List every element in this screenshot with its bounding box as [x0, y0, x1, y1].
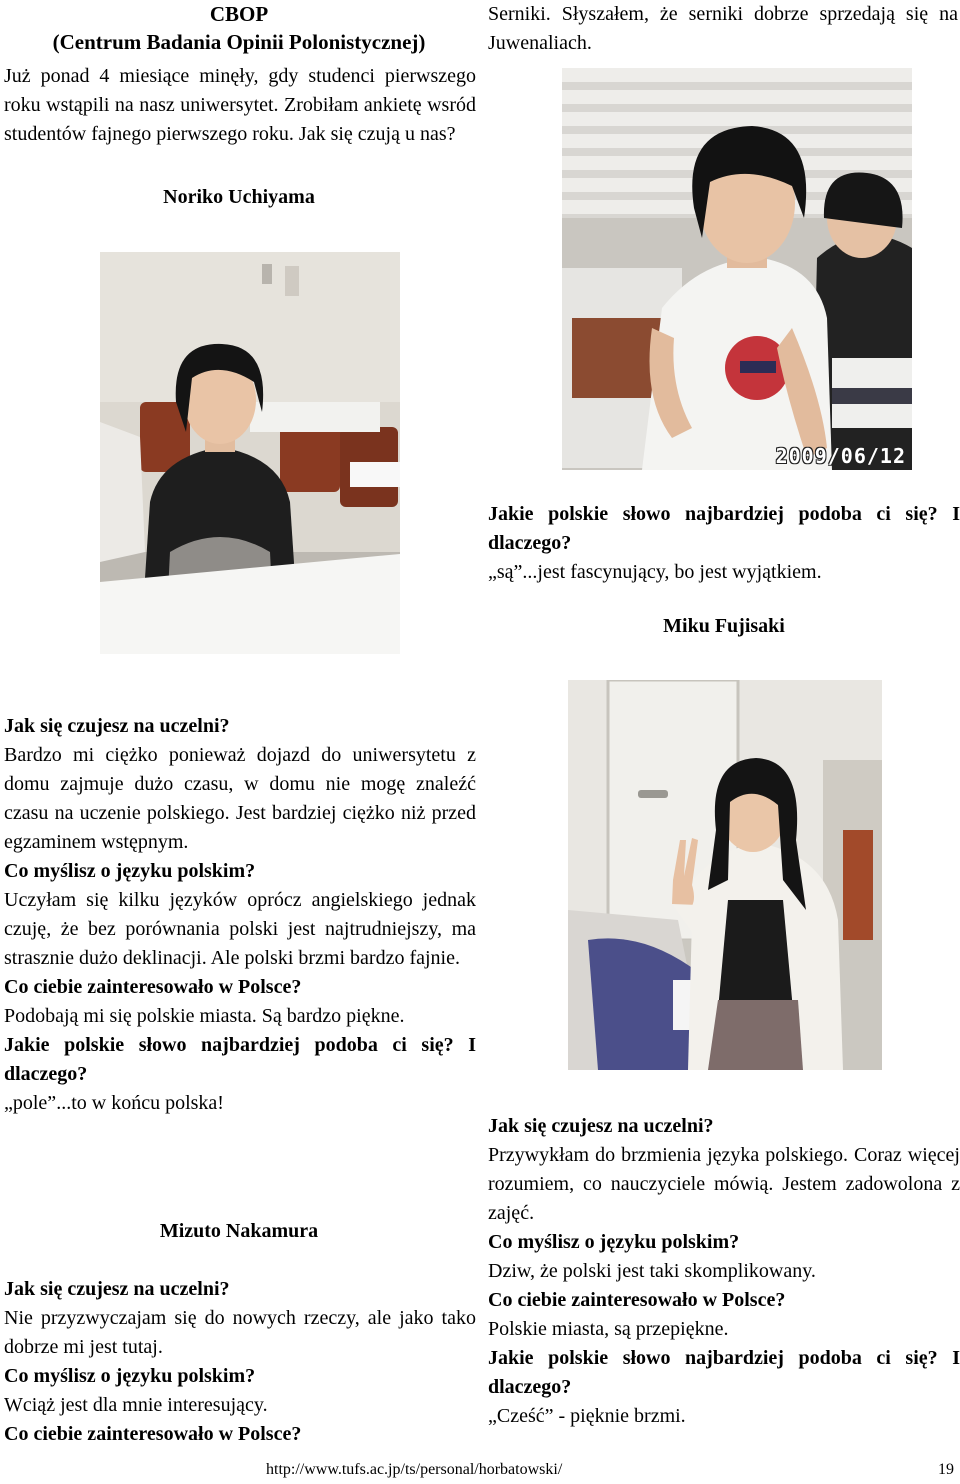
question-favorite-word: Jakie polskie słowo najbardziej podoba ci się? I dlaczego? [4, 1034, 476, 1085]
answer-favorite-word: „pole”...to w końcu polska! [4, 1092, 224, 1114]
question-polish-language: Co myślisz o języku polskim? [488, 1231, 740, 1253]
answer-feeling: Nie przyzwyczajam się do nowych rzeczy, ale jako tako dobrze mi jest tutaj. [4, 1307, 476, 1358]
photo-student-3 [568, 680, 882, 1070]
intro-section [4, 62, 476, 149]
photo-student-1 [100, 252, 400, 654]
question-favorite-word: Jakie polskie słowo najbardziej podoba ci się? I dlaczego? [488, 1347, 960, 1398]
page-subtitle: (Centrum Badania Opinii Polonistycznej) [52, 30, 426, 54]
footer-url[interactable]: http://www.tufs.ac.jp/ts/personal/horbatowski/ [266, 1461, 563, 1478]
question-feeling: Jak się czujesz na uczelni? [4, 715, 230, 737]
left-interview-2 [4, 1275, 476, 1449]
answer-poland-interest: Podobają mi się polskie miasta. Są bardzo piękne. [4, 1005, 405, 1027]
answer-polish-language: Dziw, że polski jest taki skomplikowany. [488, 1260, 816, 1282]
answer-polish-language: Wciąż jest dla mnie interesujący. [4, 1394, 268, 1416]
question-poland-interest: Co ciebie zainteresowało w Polsce? [4, 976, 302, 998]
intro-text: Już ponad 4 miesiące minęły, gdy studenci pierwszego roku wstąpili na nasz uniwersytet. Zrobiłam ankietę wsród studentów fajnego pierwszego roku. Jak się czują u nas? [4, 65, 476, 145]
photo-student-2 [562, 68, 912, 470]
question-poland-interest: Co ciebie zainteresowało w Polsce? [488, 1289, 786, 1311]
left-interview [4, 712, 476, 1118]
answer-poland-interest: Polskie miasta, są przepiękne. [488, 1318, 729, 1340]
question-feeling: Jak się czujesz na uczelni? [4, 1278, 230, 1300]
question-polish-language: Co myślisz o języku polskim? [4, 1365, 256, 1387]
answer-favorite-word: „są”...jest fascynujący, bo jest wyjątkiem. [488, 561, 822, 583]
student-name-mizuto: Mizuto Nakamura [159, 1220, 319, 1242]
page-title: CBOP [209, 2, 269, 26]
page-number: 19 [938, 1461, 954, 1478]
photo-date-stamp: 2009/06/12 [775, 444, 906, 468]
question-poland-interest: Co ciebie zainteresowało w Polsce? [4, 1423, 302, 1445]
answer-polish-language: Uczyłam się kilku języków oprócz angielskiego jednak czuję, że bez porównania polski jest najtrudniejszy, ma strasznie dużo deklinacji. Ale polski brzmi bardzo fajnie. [4, 889, 476, 969]
question-favorite-word: Jakie polskie słowo najbardziej podoba ci się? I dlaczego? [488, 503, 960, 554]
question-feeling: Jak się czujesz na uczelni? [488, 1115, 714, 1137]
right-interview [488, 1112, 960, 1431]
student-name-miku: Miku Fujisaki [663, 615, 785, 637]
top-right-text: Serniki. Słyszałem, że serniki dobrze sprzedają się na Juwenaliach. [488, 3, 958, 54]
answer-favorite-word: „Cześć” - pięknie brzmi. [488, 1405, 686, 1427]
answer-feeling: Przywykłam do brzmienia języka polskiego. Coraz więcej rozumiem, co nauczyciele mówią. Jestem zadowolona z zajęć. [488, 1144, 960, 1224]
top-right-interview [488, 500, 960, 587]
question-polish-language: Co myślisz o języku polskim? [4, 860, 256, 882]
intro-author: Noriko Uchiyama [163, 186, 315, 208]
answer-feeling: Bardzo mi ciężko ponieważ dojazd do uniwersytetu z domu zajmuje dużo czasu, w domu nie mogę znaleźć czasu na uczenie polskiego. Jest bardziej ciężko niż przed egzaminem wstępnym. [4, 744, 476, 853]
header [0, 0, 478, 56]
